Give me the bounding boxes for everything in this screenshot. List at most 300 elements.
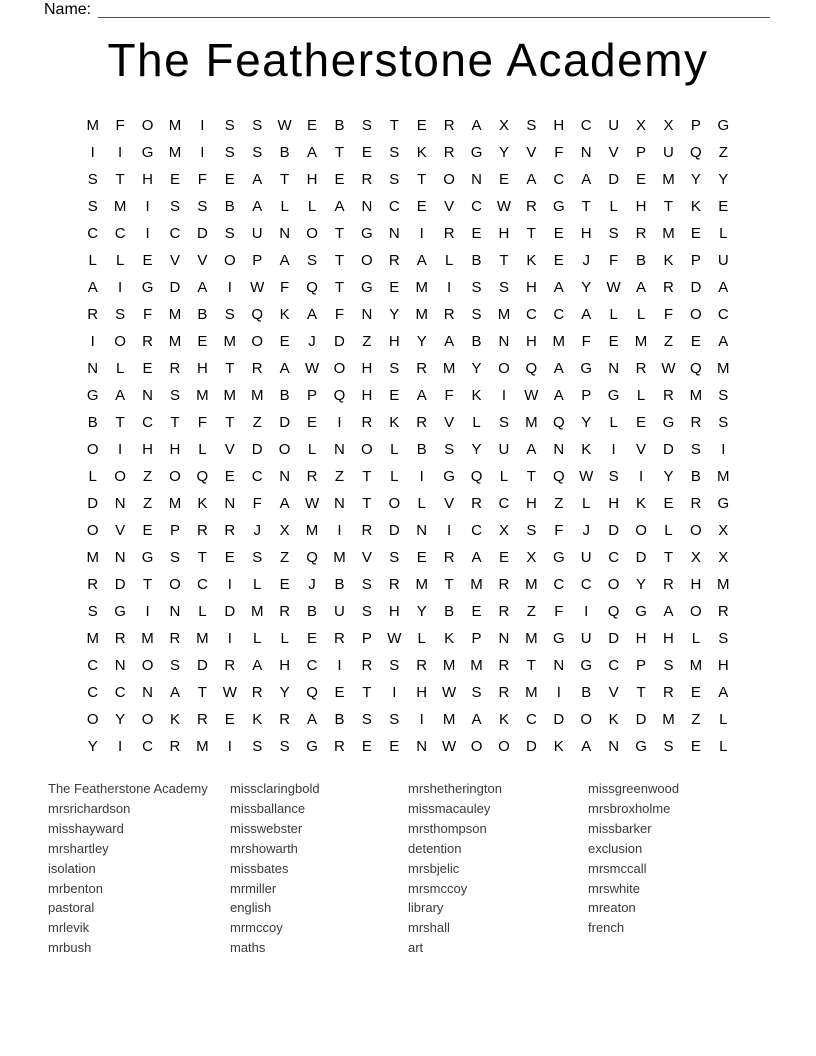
- grid-letter: C: [114, 225, 126, 242]
- word-list-item: isolation: [48, 860, 96, 876]
- grid-letter: Z: [362, 333, 372, 350]
- grid-letter: B: [416, 441, 427, 458]
- grid-letter: R: [361, 657, 373, 674]
- grid-letter: O: [141, 711, 154, 728]
- grid-letter: L: [609, 306, 618, 323]
- grid-letter: B: [334, 576, 345, 593]
- grid-letter: D: [553, 711, 565, 728]
- grid-letter: K: [169, 711, 180, 728]
- grid-letter: L: [417, 495, 426, 512]
- grid-letter: L: [198, 603, 207, 620]
- grid-letter: R: [471, 495, 482, 512]
- grid-letter: K: [389, 414, 400, 431]
- grid-letter: R: [443, 549, 455, 566]
- grid-letter: L: [115, 252, 125, 269]
- grid-letter: R: [498, 576, 510, 593]
- grid-letter: R: [361, 414, 373, 431]
- grid-letter: R: [388, 252, 400, 269]
- grid-letter: N: [498, 333, 510, 350]
- grid-letter: R: [224, 522, 236, 539]
- grid-letter: A: [471, 711, 482, 728]
- grid-letter: N: [361, 198, 373, 215]
- grid-letter: M: [86, 549, 99, 566]
- grid-letter: D: [635, 711, 647, 728]
- grid-letter: H: [388, 603, 400, 620]
- grid-letter: F: [142, 306, 153, 323]
- grid-letter: E: [553, 225, 564, 242]
- grid-letter: I: [145, 198, 150, 215]
- grid-letter: R: [224, 657, 236, 674]
- grid-letter: A: [718, 333, 729, 350]
- grid-letter: T: [334, 144, 345, 161]
- grid-letter: I: [118, 279, 123, 296]
- grid-letter: S: [87, 198, 98, 215]
- grid-letter: M: [168, 144, 182, 161]
- grid-letter: V: [224, 441, 235, 458]
- grid-letter: F: [609, 252, 619, 269]
- grid-letter: S: [115, 306, 126, 323]
- grid-letter: M: [305, 522, 319, 539]
- grid-letter: B: [197, 306, 208, 323]
- grid-letter: N: [114, 549, 126, 566]
- grid-letter: N: [416, 738, 428, 755]
- grid-letter: R: [87, 576, 99, 593]
- grid-letter: R: [443, 225, 455, 242]
- grid-letter: S: [197, 198, 208, 215]
- grid-letter: M: [168, 117, 182, 134]
- grid-letter: T: [334, 225, 345, 242]
- grid-letter: E: [334, 684, 345, 701]
- grid-letter: C: [580, 117, 592, 134]
- grid-letter: L: [719, 738, 728, 755]
- grid-letter: O: [169, 468, 181, 485]
- grid-letter: O: [251, 333, 264, 350]
- grid-letter: O: [333, 360, 346, 377]
- grid-letter: L: [253, 630, 262, 647]
- grid-letter: S: [718, 630, 729, 647]
- grid-letter: O: [635, 522, 647, 539]
- grid-letter: M: [689, 657, 703, 674]
- grid-letter: N: [608, 360, 620, 377]
- grid-letter: A: [553, 387, 564, 404]
- name-label: Name:: [44, 1, 92, 18]
- grid-letter: Y: [498, 144, 509, 161]
- grid-letter: L: [444, 252, 454, 269]
- grid-letter: I: [227, 738, 232, 755]
- grid-letter: D: [279, 414, 291, 431]
- grid-letter: O: [86, 711, 99, 728]
- grid-letter: H: [388, 333, 400, 350]
- grid-letter: T: [115, 414, 125, 431]
- grid-letter: S: [608, 225, 619, 242]
- grid-letter: K: [553, 738, 564, 755]
- grid-letter: G: [580, 657, 593, 674]
- grid-letter: R: [279, 711, 291, 728]
- grid-letter: C: [580, 576, 592, 593]
- grid-letter: I: [227, 576, 232, 593]
- word-list-item: mrsbroxholme: [588, 800, 671, 816]
- grid-letter: A: [197, 279, 208, 296]
- grid-letter: E: [307, 630, 318, 647]
- grid-letter: T: [526, 225, 536, 242]
- grid-letter: N: [169, 603, 181, 620]
- grid-letter: D: [169, 279, 181, 296]
- grid-letter: M: [250, 603, 264, 620]
- grid-letter: S: [361, 711, 372, 728]
- grid-letter: H: [525, 495, 537, 512]
- grid-letter: C: [87, 684, 99, 701]
- grid-letter: H: [361, 387, 373, 404]
- word-list-item: detention: [408, 840, 462, 856]
- grid-letter: H: [196, 360, 208, 377]
- word-list-column: [48, 779, 230, 958]
- grid-letter: L: [390, 468, 399, 485]
- grid-letter: P: [252, 252, 263, 269]
- grid-letter: B: [279, 144, 290, 161]
- grid-letter: R: [169, 360, 181, 377]
- grid-letter: F: [581, 333, 591, 350]
- grid-letter: X: [663, 117, 674, 134]
- grid-letter: O: [86, 441, 99, 458]
- grid-letter: K: [279, 306, 290, 323]
- grid-letter: N: [361, 306, 373, 323]
- grid-letter: D: [663, 441, 674, 458]
- grid-letter: R: [663, 279, 674, 296]
- grid-letter: O: [690, 522, 702, 539]
- grid-letter: R: [114, 630, 126, 647]
- grid-letter: O: [443, 171, 455, 188]
- word-list-item: missballance: [230, 800, 306, 816]
- word-list-item: english: [230, 900, 272, 916]
- grid-letter: R: [251, 360, 263, 377]
- word-list-item: pastoral: [48, 900, 95, 916]
- grid-letter: I: [419, 468, 424, 485]
- grid-letter: N: [114, 657, 126, 674]
- grid-letter: E: [224, 468, 235, 485]
- grid-letter: L: [88, 468, 97, 485]
- word-list-column: [588, 779, 768, 938]
- grid-letter: S: [169, 387, 180, 404]
- grid-letter: C: [142, 738, 153, 755]
- grid-letter: H: [690, 576, 702, 593]
- grid-letter: Y: [718, 171, 729, 188]
- grid-letter: I: [200, 144, 205, 161]
- grid-letter: R: [361, 171, 373, 188]
- grid-letter: F: [197, 414, 207, 431]
- grid-letter: G: [114, 603, 126, 620]
- grid-letter: H: [279, 657, 291, 674]
- grid-letter: V: [197, 252, 208, 269]
- grid-letter: R: [717, 603, 729, 620]
- grid-letter: C: [498, 495, 510, 512]
- grid-letter: E: [608, 333, 619, 350]
- grid-letter: M: [470, 576, 483, 593]
- grid-letter: R: [416, 414, 428, 431]
- grid-letter: H: [717, 657, 729, 674]
- grid-letter: Q: [306, 549, 318, 566]
- grid-letter: A: [581, 171, 592, 188]
- grid-letter: E: [690, 225, 701, 242]
- grid-letter: X: [718, 522, 729, 539]
- grid-letter: V: [608, 144, 619, 161]
- grid-letter: T: [142, 576, 153, 593]
- grid-letter: C: [388, 198, 400, 215]
- grid-letter: E: [690, 684, 701, 701]
- grid-letter: N: [471, 171, 482, 188]
- grid-letter: T: [636, 684, 646, 701]
- grid-letter: O: [141, 657, 154, 674]
- grid-letter: F: [554, 522, 564, 539]
- grid-letter: K: [581, 441, 592, 458]
- grid-letter: P: [690, 252, 701, 269]
- grid-letter: W: [304, 360, 320, 377]
- grid-letter: V: [608, 684, 619, 701]
- grid-letter: K: [197, 495, 208, 512]
- grid-letter: H: [169, 441, 181, 458]
- grid-letter: T: [417, 171, 427, 188]
- grid-letter: X: [279, 522, 290, 539]
- grid-letter: F: [334, 306, 345, 323]
- grid-letter: K: [526, 252, 537, 269]
- grid-letter: S: [526, 117, 537, 134]
- grid-letter: Y: [663, 468, 674, 485]
- grid-letter: F: [444, 387, 454, 404]
- grid-letter: C: [87, 225, 99, 242]
- grid-letter: R: [169, 738, 181, 755]
- grid-letter: K: [498, 711, 509, 728]
- grid-letter: C: [169, 225, 181, 242]
- grid-letter: O: [361, 441, 373, 458]
- grid-letter: C: [471, 198, 482, 215]
- grid-letter: I: [638, 468, 644, 485]
- grid-letter: T: [280, 171, 290, 188]
- grid-letter: M: [196, 387, 209, 404]
- puzzle-title: The Featherstone Academy: [107, 34, 709, 86]
- grid-letter: E: [361, 738, 372, 755]
- grid-letter: D: [224, 603, 236, 620]
- word-list-item: missclaringbold: [230, 781, 320, 796]
- grid-letter: T: [362, 468, 372, 485]
- grid-letter: O: [278, 441, 291, 458]
- grid-letter: S: [307, 252, 318, 269]
- grid-letter: G: [443, 468, 455, 485]
- grid-letter: M: [196, 630, 209, 647]
- grid-letter: E: [142, 522, 153, 539]
- grid-letter: S: [389, 657, 400, 674]
- grid-letter: Y: [416, 333, 427, 350]
- grid-letter: S: [224, 306, 235, 323]
- grid-letter: O: [470, 738, 483, 755]
- grid-letter: B: [334, 117, 345, 134]
- grid-letter: P: [636, 657, 647, 674]
- grid-letter: A: [307, 306, 318, 323]
- grid-letter: Z: [142, 495, 153, 512]
- grid-letter: M: [168, 333, 182, 350]
- grid-letter: R: [663, 576, 674, 593]
- grid-letter: G: [141, 279, 154, 296]
- grid-letter: R: [690, 495, 702, 512]
- grid-letter: T: [444, 576, 454, 593]
- grid-letter: R: [663, 684, 674, 701]
- grid-letter: G: [141, 549, 154, 566]
- grid-letter: E: [279, 333, 290, 350]
- grid-letter: Q: [306, 684, 318, 701]
- grid-letter: A: [581, 306, 592, 323]
- grid-letter: U: [251, 225, 263, 242]
- grid-letter: P: [636, 144, 647, 161]
- grid-letter: D: [196, 657, 208, 674]
- grid-letter: Q: [690, 360, 702, 377]
- grid-letter: O: [361, 252, 373, 269]
- grid-letter: V: [636, 441, 647, 458]
- grid-letter: Z: [554, 495, 564, 512]
- grid-letter: R: [306, 468, 318, 485]
- grid-letter: G: [662, 414, 675, 431]
- grid-letter: Q: [306, 279, 318, 296]
- word-list-item: mrshowarth: [230, 840, 298, 856]
- grid-letter: Z: [280, 549, 290, 566]
- grid-letter: R: [279, 603, 291, 620]
- grid-letter: M: [141, 630, 154, 647]
- grid-letter: R: [416, 657, 428, 674]
- grid-letter: W: [222, 684, 237, 701]
- grid-letter: A: [279, 360, 290, 377]
- grid-letter: K: [663, 252, 674, 269]
- grid-letter: M: [525, 576, 538, 593]
- grid-letter: G: [635, 738, 647, 755]
- grid-letter: T: [225, 360, 235, 377]
- grid-letter: U: [580, 630, 592, 647]
- grid-letter: H: [525, 333, 537, 350]
- grid-letter: I: [337, 414, 342, 431]
- grid-letter: E: [471, 225, 482, 242]
- grid-letter: E: [416, 117, 427, 134]
- word-list-item: maths: [230, 940, 266, 956]
- grid-letter: E: [718, 198, 729, 215]
- grid-letter: F: [197, 171, 207, 188]
- grid-letter: U: [717, 252, 729, 269]
- grid-letter: R: [142, 333, 153, 350]
- word-list-item: exclusion: [588, 840, 643, 856]
- grid-letter: I: [90, 333, 95, 350]
- grid-letter: D: [334, 333, 345, 350]
- grid-letter: V: [444, 495, 455, 512]
- grid-letter: S: [279, 738, 290, 755]
- grid-letter: N: [553, 657, 565, 674]
- grid-letter: L: [636, 387, 646, 404]
- grid-letter: E: [636, 171, 647, 188]
- grid-letter: R: [388, 576, 400, 593]
- word-list-item: art: [408, 940, 424, 956]
- grid-letter: O: [498, 738, 510, 755]
- grid-letter: U: [580, 549, 592, 566]
- grid-letter: B: [471, 333, 482, 350]
- grid-letter: S: [87, 603, 98, 620]
- grid-letter: Y: [389, 306, 400, 323]
- grid-letter: O: [223, 252, 236, 269]
- grid-letter: Y: [279, 684, 290, 701]
- grid-letter: W: [579, 468, 594, 485]
- grid-letter: Q: [552, 414, 565, 431]
- grid-letter: D: [690, 279, 702, 296]
- grid-letter: H: [306, 171, 318, 188]
- grid-letter: C: [142, 414, 153, 431]
- grid-letter: G: [361, 279, 373, 296]
- grid-letter: M: [223, 333, 237, 350]
- grid-letter: T: [663, 198, 674, 215]
- grid-letter: I: [584, 603, 589, 620]
- grid-letter: S: [498, 279, 509, 296]
- grid-letter: N: [87, 360, 99, 377]
- word-list-item: mrlevik: [48, 920, 90, 936]
- grid-letter: O: [86, 522, 99, 539]
- word-list-item: missbarker: [588, 820, 652, 836]
- grid-letter: I: [392, 684, 397, 701]
- grid-letter: A: [279, 252, 290, 269]
- grid-letter: T: [115, 171, 125, 188]
- word-list-item: mrbush: [48, 940, 92, 956]
- grid-letter: M: [470, 657, 483, 674]
- grid-letter: P: [307, 387, 318, 404]
- word-list-item: mrmiller: [230, 880, 277, 896]
- grid-letter: A: [718, 279, 729, 296]
- grid-letter: N: [142, 684, 153, 701]
- grid-letter: Z: [718, 144, 728, 161]
- grid-letter: I: [337, 657, 342, 674]
- grid-letter: F: [663, 306, 674, 323]
- grid-letter: C: [306, 657, 318, 674]
- grid-letter: S: [361, 117, 372, 134]
- grid-letter: I: [419, 711, 424, 728]
- grid-letter: S: [389, 711, 400, 728]
- grid-letter: T: [526, 468, 536, 485]
- grid-letter: Y: [581, 414, 592, 431]
- word-list-item: mrmccoy: [230, 920, 283, 936]
- grid-letter: M: [168, 306, 182, 323]
- grid-letter: L: [499, 468, 509, 485]
- grid-letter: M: [662, 225, 675, 242]
- grid-letter: A: [334, 198, 345, 215]
- grid-letter: S: [663, 738, 674, 755]
- grid-letter: R: [443, 117, 455, 134]
- grid-letter: G: [552, 198, 565, 215]
- grid-letter: A: [526, 441, 537, 458]
- grid-letter: E: [279, 576, 290, 593]
- grid-letter: M: [662, 711, 675, 728]
- grid-letter: F: [115, 117, 125, 134]
- grid-letter: V: [526, 144, 537, 161]
- grid-letter: R: [251, 684, 263, 701]
- grid-letter: G: [717, 495, 730, 512]
- grid-letter: A: [718, 684, 729, 701]
- grid-letter: K: [608, 711, 619, 728]
- grid-letter: R: [635, 360, 647, 377]
- grid-letter: I: [227, 630, 232, 647]
- grid-letter: A: [279, 495, 290, 512]
- grid-letter: A: [471, 117, 482, 134]
- word-list-item: mrsrichardson: [48, 800, 131, 816]
- word-list-item: mrshetherington: [408, 781, 502, 796]
- grid-letter: D: [388, 522, 400, 539]
- grid-letter: Y: [87, 738, 98, 755]
- grid-letter: C: [251, 468, 263, 485]
- grid-letter: P: [169, 522, 180, 539]
- grid-letter: Y: [690, 171, 701, 188]
- name-fill-in-line: [98, 2, 770, 18]
- grid-letter: S: [690, 441, 701, 458]
- word-list-item: misshayward: [48, 820, 124, 836]
- grid-letter: A: [581, 738, 592, 755]
